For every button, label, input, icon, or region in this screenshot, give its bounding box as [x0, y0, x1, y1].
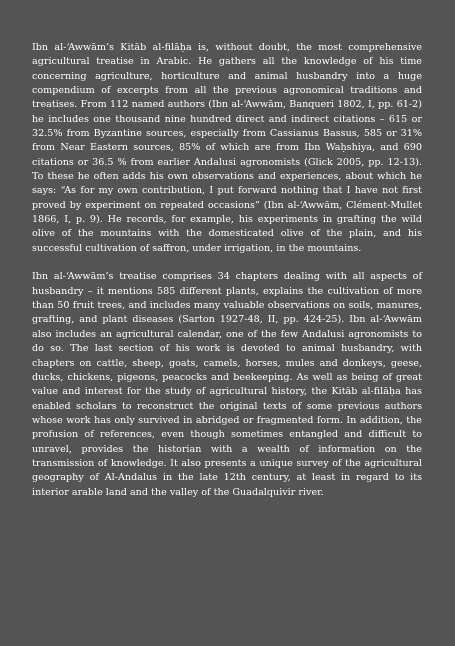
paragraph-2: Ibn al-‘Awwām’s treatise comprises 34 chapters dealing with all aspects of husbandry – it mentions 585 different plants, explains the cultivation of more than 50 fruit trees, and includes many valuable observations on soils, manures, grafting, and plant diseases (Sarton 1927-48, II, pp. 424-25). Ibn al-‘Awwām also includes an agricultural calendar, one of the few Andalusi agronomists to do so. The last section of his work is devoted to animal husbandry, with chapters on cattle, sheep, goats, camels, horses, mules and donkeys, geese, ducks, chickens, pigeons, peacocks and beekeeping. As well as being of great value and interest for the study of agricultural history, the Kitāb al-filāḥa has enabled scholars to reconstruct the original texts of some previous authors whose work has only survived in abridged or fragmented form. In addition, the profusion of references, even though sometimes entangled and difficult to unravel, provides the historian with a wealth of information on the transmission of knowledge. It also presents a unique survey of the agricultural geography of Al-Andalus in the late 12th century, at least in regard to its interior arable land and the valley of the Guadalquivir river.	[32, 271, 422, 498]
document-page	[32, 41, 422, 500]
paragraph-1: Ibn al-‘Awwām’s Kitāb al-filāḥa is, without doubt, the most comprehensive agricultural treatise in Arabic. He gathers all the knowledge of his time concerning agriculture, horticulture and animal husbandry into a huge compendium of excerpts from all the previous agronomical traditions and treatises. From 112 named authors (Ibn al-‘Awwām, Banqueri 1802, I, pp. 61-2) he includes one thousand nine hundred direct and indirect citations – 615 or 32.5% from Byzantine sources, especially from Cassianus Bassus, 585 or 31% from Near Eastern sources, 85% of which are from Ibn Waḥshiya, and 690 citations or 36.5 % from earlier Andalusi agronomists (Glick 2005, pp. 12-13). To these he often adds his own observations and experiences, about which he says: “As for my own contribution, I put forward nothing that I have not first proved by experiment on repeated occasions” (Ibn al-‘Awwām, Clément-Mullet 1866, I, p. 9). He records, for example, his experiments in grafting the wild olive of the mountains with the domesticated olive of the plain, and his successful cultivation of saffron, under irrigation, in the mountains.	[32, 42, 422, 254]
